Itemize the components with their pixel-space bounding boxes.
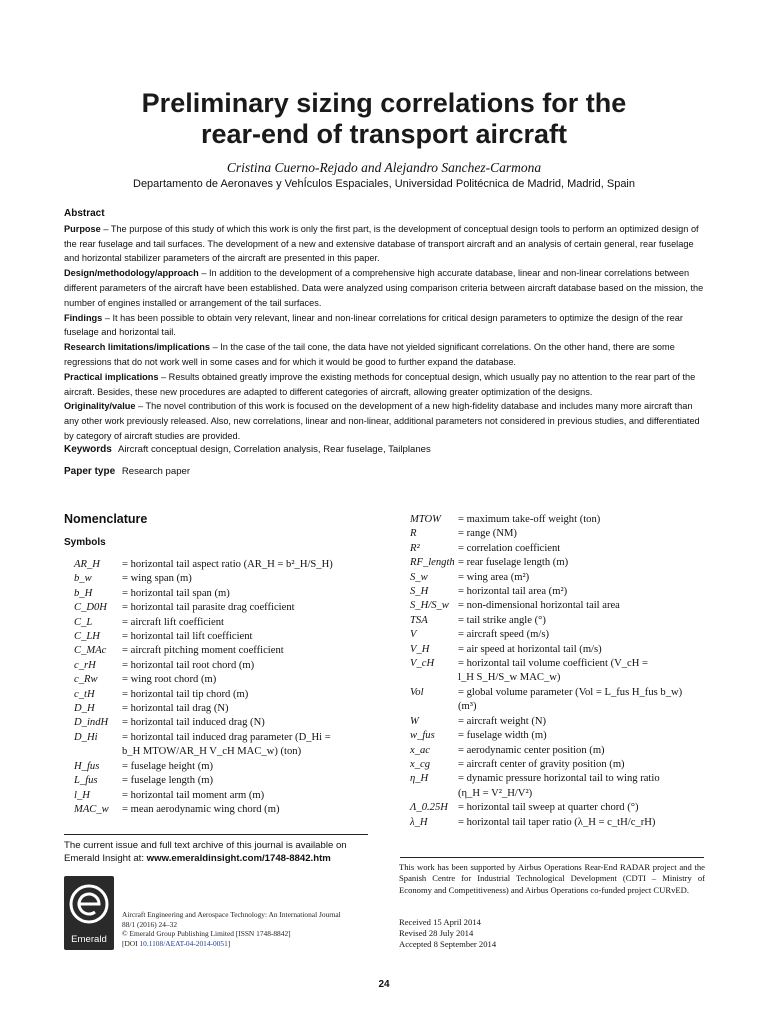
symbol: W — [410, 715, 419, 727]
symbol-description: = aircraft weight (N) — [458, 715, 547, 727]
symbol-description: = correlation coefficient — [458, 542, 561, 554]
symbol-description: = fuselage height (m) — [122, 760, 213, 772]
findings-label: Findings — [64, 312, 103, 323]
abstract-practical — [64, 370, 704, 400]
symbol: c_rH — [74, 659, 96, 671]
symbol: l_H — [74, 789, 90, 801]
symbol-row — [74, 587, 374, 601]
symbol-description: = horizontal tail tip chord (m) — [122, 688, 249, 700]
symbol-description: = rear fuselage length (m) — [458, 557, 569, 569]
journal-info — [122, 910, 378, 948]
symbol-row — [410, 801, 710, 815]
paper-type-label: Paper type — [64, 466, 116, 477]
symbol: R² — [410, 542, 420, 554]
symbol-description: = horizontal tail aspect ratio (AR_H = b²_H/S_H) — [122, 559, 333, 570]
symbol-description: = range (NM) — [458, 528, 517, 540]
archive-link[interactable]: www.emeraldinsight.com/1748-8842.htm — [146, 853, 331, 864]
symbol: c_tH — [74, 688, 95, 700]
symbol-description: (m³) — [458, 701, 477, 713]
symbol — [410, 671, 458, 685]
symbol-description: = horizontal tail root chord (m) — [122, 659, 255, 671]
symbol — [410, 787, 458, 801]
symbol-row — [410, 542, 710, 556]
symbol: D_Hi — [74, 731, 98, 743]
symbol-description: (η_H = V²_H/V²) — [458, 787, 533, 799]
symbol-row — [410, 744, 710, 758]
paper-title — [0, 88, 768, 150]
symbol: D_indH — [74, 717, 109, 729]
symbol-row — [410, 585, 710, 599]
symbol-row — [410, 700, 710, 714]
symbol-row — [74, 702, 374, 716]
keywords-label: Keywords — [64, 444, 112, 455]
symbol: V — [410, 629, 417, 641]
symbol-description: = fuselage length (m) — [122, 775, 213, 787]
journal-volume: 88/1 (2016) 24–32 — [122, 919, 178, 929]
right-symbol-table — [410, 513, 710, 830]
symbol-row — [410, 816, 710, 830]
symbol-description: = aircraft speed (m/s) — [458, 629, 549, 641]
symbol-row — [410, 729, 710, 743]
symbol-description: = wing root chord (m) — [122, 674, 217, 686]
symbol-row — [410, 657, 710, 671]
abstract-heading: Abstract — [64, 208, 105, 219]
purpose-label: Purpose — [64, 223, 101, 234]
symbol-row — [410, 686, 710, 700]
symbol-description: = air speed at horizontal tail (m/s) — [458, 643, 602, 655]
symbol-row — [410, 599, 710, 613]
symbol: c_Rw — [74, 674, 98, 686]
symbol: C_L — [74, 616, 93, 628]
symbol: S_w — [410, 571, 428, 583]
symbol-description: = horizontal tail lift coefficient — [122, 631, 253, 643]
symbol-row — [74, 789, 374, 803]
symbol-row — [74, 572, 374, 586]
symbol: C_MAc — [74, 645, 107, 657]
symbol: C_LH — [74, 631, 100, 643]
authors: Cristina Cuerno-Rejado and Alejandro Sanchez-Carmona — [226, 160, 542, 175]
symbol-description: = maximum take-off weight (ton) — [458, 514, 601, 525]
symbol: R — [410, 528, 417, 540]
journal-publisher: © Emerald Group Publishing Limited [ISSN 1748-8842] — [122, 929, 291, 939]
accepted-date: Accepted 8 September 2014 — [399, 939, 497, 949]
symbol-description: = horizontal tail induced drag (N) — [122, 717, 265, 729]
symbol-row — [74, 716, 374, 730]
received-date: Received 15 April 2014 — [399, 917, 481, 927]
symbol-row — [74, 774, 374, 788]
keywords — [64, 444, 431, 455]
symbol — [410, 700, 458, 714]
abstract — [64, 207, 704, 444]
symbol-row — [410, 643, 710, 657]
design-text: – In addition to the development of a comprehensive high accurate database, linear and non-linear correlations between different parameters of the aircraft have been established. Data were analyzed using comparison criteria between aircraft database based on the mission, the number of engines installed or arrangement of the tail surfaces. — [64, 268, 704, 308]
symbol: D_H — [74, 703, 95, 715]
symbol-row — [74, 616, 374, 630]
symbol-row — [74, 630, 374, 644]
divider-left — [64, 834, 368, 835]
symbol-row — [74, 803, 374, 817]
symbol-row — [410, 772, 710, 786]
symbol: η_H — [410, 773, 429, 785]
symbol-description: = non-dimensional horizontal tail area — [458, 600, 620, 612]
symbol-row — [410, 614, 710, 628]
doi-prefix: [DOI — [122, 938, 140, 948]
abstract-purpose — [64, 222, 704, 266]
symbol-description: = aircraft lift coefficient — [122, 616, 224, 628]
symbol: S_H/S_w — [410, 600, 449, 612]
left-symbol-table — [74, 558, 374, 817]
design-label: Design/methodology/approach — [64, 268, 199, 279]
symbol: C_D0H — [74, 602, 107, 614]
symbol-description: = wing area (m²) — [458, 571, 530, 583]
symbol-description: l_H S_H/S_w MAC_w) — [458, 672, 561, 684]
symbol — [74, 745, 122, 759]
symbol-description: b_H MTOW/AR_H V_cH MAC_w) (ton) — [122, 746, 302, 758]
divider-right — [400, 857, 704, 858]
practical-text: – Results obtained greatly improve the existing methods for conceptual design, which usually pay no attention to the rear part of the aircraft. Besides, these new procedures are adapted to different categories of aircraft, allowing greater optimization of the designs. — [64, 371, 696, 397]
journal-doi — [122, 939, 378, 949]
archive-text: The current issue and full text archive of this journal is available on Emerald Insight at: — [64, 840, 347, 864]
originality-label: Originality/value — [64, 401, 136, 412]
symbol-row — [410, 527, 710, 541]
symbol-row — [74, 760, 374, 774]
page-number: 24 — [378, 979, 390, 990]
symbol-description: = horizontal tail moment arm (m) — [122, 789, 265, 801]
symbol-description: = horizontal tail drag (N) — [122, 703, 229, 715]
symbol-row — [410, 628, 710, 642]
symbol-description: = aircraft center of gravity position (m) — [458, 758, 625, 770]
abstract-originality — [64, 399, 704, 443]
doi-link[interactable]: 10.1108/AEAT-04-2014-0051 — [139, 938, 228, 948]
abstract-design — [64, 266, 704, 310]
symbol-description: = horizontal tail parasite drag coefficient — [122, 602, 295, 614]
symbol-row — [410, 715, 710, 729]
symbol: MAC_w — [74, 803, 109, 815]
symbol: AR_H — [74, 559, 100, 570]
symbol: RF_length — [410, 557, 455, 569]
symbol-description: = horizontal tail taper ratio (λ_H = c_tH/c_rH) — [458, 816, 656, 828]
symbol: H_fus — [74, 760, 100, 772]
journal-name: Aircraft Engineering and Aerospace Technology: An International Journal — [122, 910, 341, 919]
symbol-row — [410, 513, 710, 527]
limitations-text: – In the case of the tail cone, the data have not yielded significant correlations. On the other hand, there are some regressions that do not work well in some cases and for which it would be good to further expand the database. — [64, 342, 675, 367]
symbol-row — [410, 671, 710, 685]
symbol-row — [74, 601, 374, 615]
symbol-row — [74, 673, 374, 687]
symbol-row — [410, 571, 710, 585]
symbol-description: = horizontal tail span (m) — [122, 587, 230, 599]
symbol-description: = fuselage width (m) — [458, 730, 547, 742]
symbol: b_H — [74, 587, 93, 599]
symbol: x_ac — [410, 744, 430, 756]
logo-wordmark: Emerald — [71, 934, 107, 945]
abstract-limitations — [64, 340, 704, 370]
paper-type-text: Research paper — [121, 466, 191, 477]
emerald-e-icon — [64, 876, 114, 932]
history-dates — [399, 917, 699, 950]
symbol-row — [74, 659, 374, 673]
symbol-description: = wing span (m) — [122, 573, 192, 585]
symbol-description: = tail strike angle (°) — [458, 614, 546, 626]
revised-date: Revised 28 July 2014 — [399, 928, 474, 938]
archive-note — [64, 839, 374, 865]
symbol: MTOW — [410, 514, 442, 525]
symbol-description: = mean aerodynamic wing chord (m) — [122, 803, 280, 815]
paper-type — [64, 466, 190, 477]
symbol-row — [410, 556, 710, 570]
symbol: L_fus — [74, 775, 98, 787]
affiliation: Departamento de Aeronaves y VehÍculos Espaciales, Universidad Politécnica de Madrid, Madrid, Spain — [133, 178, 635, 190]
symbols-title: Symbols — [64, 537, 106, 548]
symbol-row — [74, 745, 374, 759]
keywords-text: Aircraft conceptual design, Correlation analysis, Rear fuselage, Tailplanes — [117, 444, 431, 455]
symbol: V_cH — [410, 658, 435, 670]
symbol-description: = aerodynamic center position (m) — [458, 744, 605, 756]
nomenclature-title: Nomenclature — [64, 512, 148, 526]
abstract-findings — [64, 311, 704, 341]
symbol: Λ_0.25H — [410, 802, 448, 814]
symbol-row — [410, 758, 710, 772]
symbol-description: = dynamic pressure horizontal tail to wing ratio — [458, 773, 660, 785]
symbol: b_w — [74, 573, 92, 585]
purpose-text: – The purpose of this study of which this work is only the first part, is the development of conceptual design tools to perform an optimized design of the rear fuselage and tail surfaces. The development of a new and extensive database of transport aircraft and an analysis of certain general, rear fuselage and horizontal stabilizer parameters of the aircraft are presented in this paper. — [64, 223, 699, 264]
symbol-description: = global volume parameter (Vol = L_fus H_fus b_w) — [458, 686, 683, 698]
symbol: x_cg — [410, 758, 430, 770]
originality-text: – The novel contribution of this work is focused on the development of a new high-fidelity database and includes many more aircraft than any other work previously released. Also, new correlations, linear and non-linear, additional parameters not considered in previous studies, and differentiated by category of aircraft studies are provided. — [64, 401, 700, 441]
symbol-row — [410, 787, 710, 801]
title-line-2: rear-end of transport aircraft — [200, 119, 568, 149]
findings-text: – It has been possible to obtain very relevant, linear and non-linear correlations for critical design parameters to optimize the design of the rear fuselage and horizontal tail. — [64, 312, 683, 338]
symbol: V_H — [410, 643, 430, 655]
symbol-row — [74, 688, 374, 702]
symbol-description: = horizontal tail volume coefficient (V_cH = — [458, 658, 649, 670]
funding-note: This work has been supported by Airbus Operations Rear-End RADAR project and the Spanish Centre for Industrial Technological Development (CDTI – Ministry of Economy and Competitiveness) and Airbus Operations co-funded project CURvED. — [399, 862, 705, 895]
symbol-row — [74, 644, 374, 658]
practical-label: Practical implications — [64, 371, 159, 382]
symbol: λ_H — [410, 816, 428, 828]
title-line-1: Preliminary sizing correlations for the — [141, 88, 627, 118]
symbol-row — [74, 731, 374, 745]
symbol-row — [74, 558, 374, 572]
symbol-description: = horizontal tail sweep at quarter chord (°) — [458, 802, 639, 814]
symbol: Vol — [410, 686, 424, 698]
symbol-description: = horizontal tail area (m²) — [458, 586, 568, 598]
symbol: w_fus — [410, 730, 435, 742]
symbol: TSA — [410, 614, 428, 626]
symbol: S_H — [410, 586, 429, 598]
doi-suffix: ] — [227, 938, 231, 948]
symbol-description: = horizontal tail induced drag parameter (D_Hi = — [122, 731, 331, 743]
limitations-label: Research limitations/implications — [64, 342, 211, 353]
symbol-description: = aircraft pitching moment coefficient — [122, 645, 284, 657]
